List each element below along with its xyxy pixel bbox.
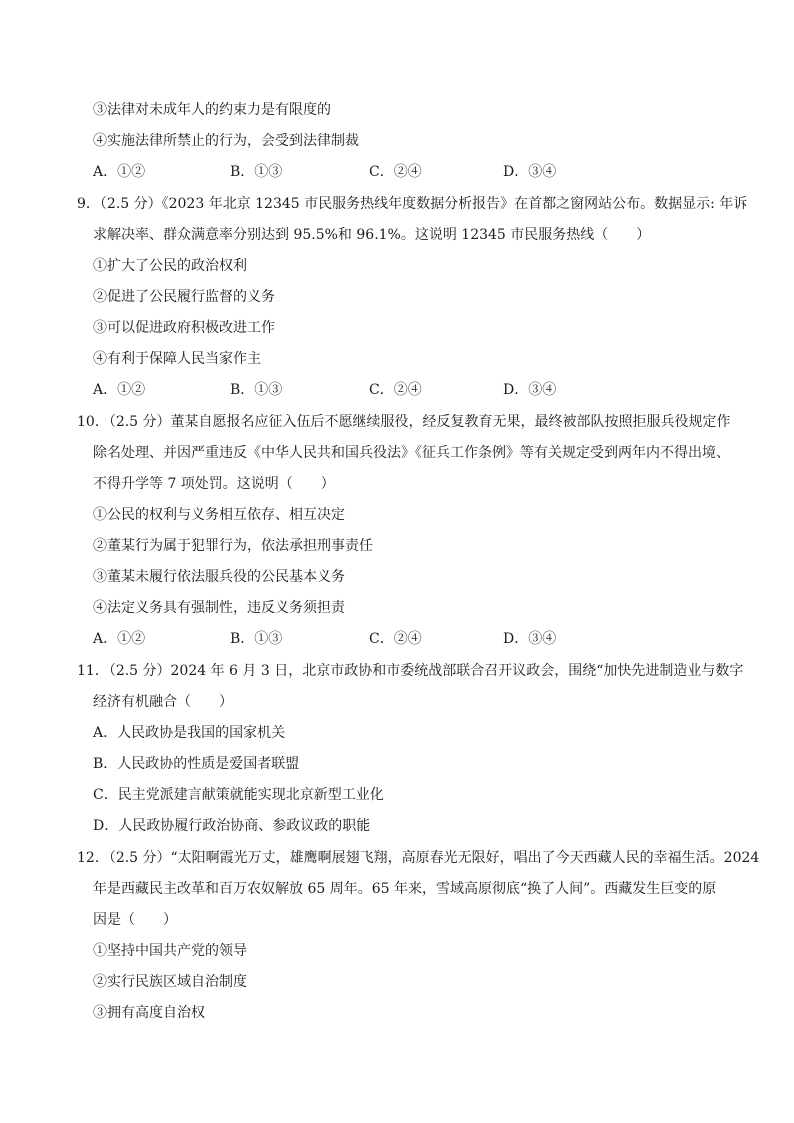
q9-stem-line-1: 9．（2.5 分）《2023 年北京 12345 市民服务热线年度数据分析报告》在首都之窗网站公布。数据显示: 年诉 (77, 196, 748, 212)
q9-statement-3: ③可以促进政府积极改进工作 (93, 320, 275, 336)
q10-stem-line-1: 10．（2.5 分）董某自愿报名应征入伍后不愿继续服役，经反复教育无果，最终被部队按照拒服兵役规定作 (77, 414, 731, 430)
q8-statement-3: ③法律对未成年人的约束力是有限度的 (93, 102, 331, 118)
q10-options (93, 630, 693, 648)
q11-option-c[interactable]: C．民主党派建言献策就能实现北京新型工业化 (93, 787, 384, 803)
q9-statement-1: ①扩大了公民的政治权利 (93, 258, 247, 274)
q8-option-a[interactable]: A．①② (93, 164, 146, 180)
q9-option-c[interactable]: C．②④ (369, 382, 422, 398)
q11-option-a[interactable]: A．人民政协是我国的国家机关 (93, 725, 286, 741)
q11-option-b[interactable]: B．人民政协的性质是爱国者联盟 (93, 756, 300, 772)
q9-option-b[interactable]: B．①③ (230, 382, 283, 398)
q10-statement-1: ①公民的权利与义务相互依存、相互决定 (93, 507, 345, 523)
q12-stem-line-3: 因是（ ） (93, 912, 177, 928)
q9-option-a[interactable]: A．①② (93, 382, 146, 398)
q11-stem-line-2: 经济有机融合（ ） (93, 694, 233, 710)
q10-statement-3: ③董某未履行依法服兵役的公民基本义务 (93, 569, 345, 585)
q10-option-b[interactable]: B．①③ (230, 631, 283, 647)
q11-stem-line-1: 11．（2.5 分）2024 年 6 月 3 日，北京市政协和市委统战部联合召开议政会，围绕“加快先进制造业与数字 (77, 663, 744, 679)
q10-option-a[interactable]: A．①② (93, 631, 146, 647)
q11-option-d[interactable]: D．人民政协履行政治协商、参政议政的职能 (93, 818, 371, 834)
q9-statement-4: ④有利于保障人民当家作主 (93, 351, 261, 367)
q8-option-d[interactable]: D．③④ (503, 164, 557, 180)
q8-options (93, 163, 693, 181)
q9-options (93, 381, 693, 399)
q9-statement-2: ②促进了公民履行监督的义务 (93, 289, 275, 305)
q10-statement-4: ④法定义务具有强制性，违反义务须担责 (93, 600, 345, 616)
q12-statement-3: ③拥有高度自治权 (93, 1005, 205, 1021)
q12-statement-2: ②实行民族区域自治制度 (93, 974, 247, 990)
q10-stem-line-3: 不得升学等 7 项处罚。这说明（ ） (93, 476, 335, 492)
q12-stem-line-2: 年是西藏民主改革和百万农奴解放 65 周年。65 年来，雪域高原彻底“换了人间”。西藏发生巨变的原 (93, 881, 717, 897)
q10-option-d[interactable]: D．③④ (503, 631, 557, 647)
q8-option-b[interactable]: B．①③ (230, 164, 283, 180)
q10-statement-2: ②董某行为属于犯罪行为，依法承担刑事责任 (93, 538, 373, 554)
q9-stem-line-2: 求解决率、群众满意率分别达到 95.5%和 96.1%。这说明 12345 市民服务热线（ ） (93, 227, 651, 243)
q9-option-d[interactable]: D．③④ (503, 382, 557, 398)
q8-statement-4: ④实施法律所禁止的行为，会受到法律制裁 (93, 133, 359, 149)
q12-stem-line-1: 12．（2.5 分）“太阳啊霞光万丈，雄鹰啊展翅飞翔，高原春光无限好，唱出了今天西藏人民的幸福生活。2024 (77, 850, 760, 866)
q12-statement-1: ①坚持中国共产党的领导 (93, 943, 247, 959)
q8-option-c[interactable]: C．②④ (369, 164, 422, 180)
q10-stem-line-2: 除名处理、并因严重违反《中华人民共和国兵役法》《征兵工作条例》等有关规定受到两年内不得出境、 (93, 445, 730, 461)
q10-option-c[interactable]: C．②④ (369, 631, 422, 647)
